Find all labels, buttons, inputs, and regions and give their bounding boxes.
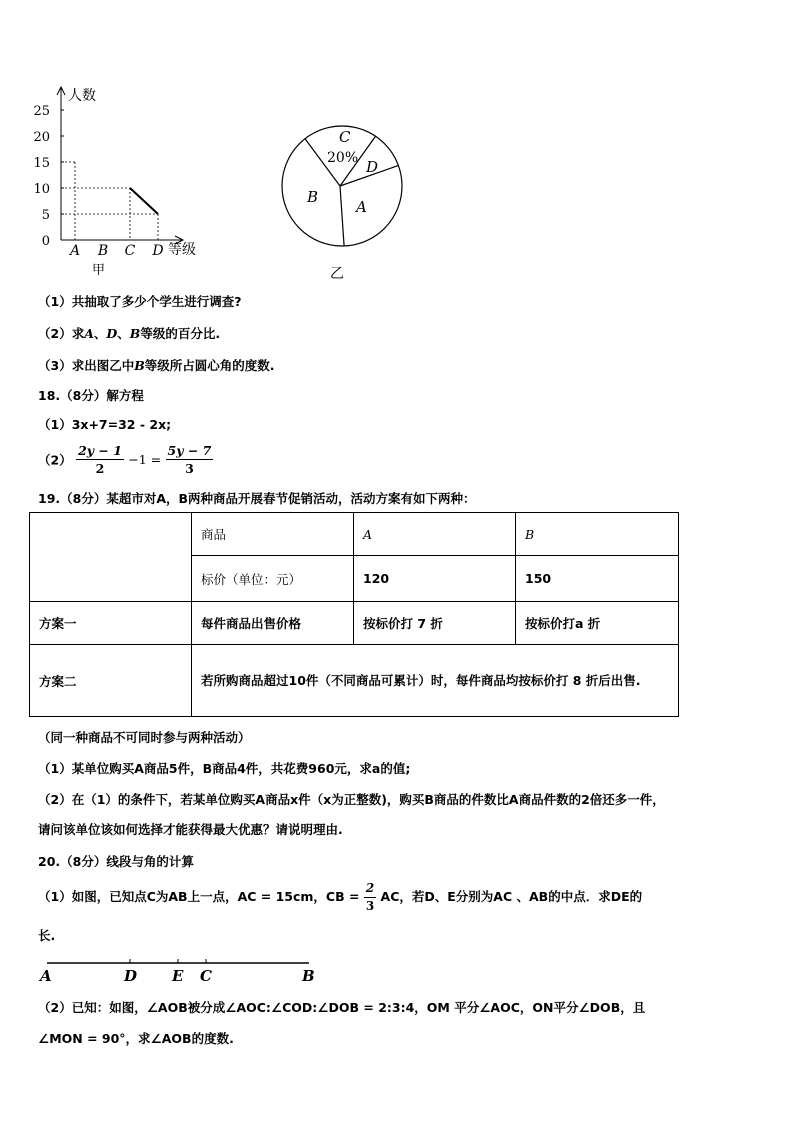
q19-part2: （2）在（1）的条件下，若某单位购买A商品x件（x为正整数)，购买B商品的件数比A商品件数的2倍还多一件，: [38, 792, 665, 807]
table-cell: 每件商品出售价格: [192, 602, 354, 645]
point-label: D: [124, 967, 138, 985]
fraction-two-thirds: $\frac{2}{3}$: [365, 881, 375, 913]
q19-note: （同一种商品不可同时参与两种活动）: [38, 730, 251, 745]
q20-part1: （1）如图，已知点C为AB上一点，AC = 15cm，CB = $\frac{2}{3}$ AC，若D、E分别为AC 、AB的中点．求DE的: [38, 881, 643, 913]
table-cell: 标价（单位：元）: [192, 556, 354, 602]
y-axis-label: 人数: [68, 88, 96, 104]
q17-part3: （3）求出图乙中B等级所占圆心角的度数.: [38, 358, 275, 373]
q20-heading: 20.（8分）线段与角的计算: [38, 854, 194, 869]
fraction-1: $\frac{2y - 1}{2}$: [78, 443, 122, 476]
table-cell: 120: [354, 556, 516, 602]
q18-part2: （2） $\frac{2y - 1}{2}$ −1 = $\frac{5y - 7}{3}$: [38, 443, 212, 476]
y-tick-label: 20: [33, 130, 50, 145]
q19-part2-cont: 请问该单位该如何选择才能获得最大优惠？请说明理由.: [38, 822, 343, 837]
q20-part2-cont: ∠MON = 90°，求∠AOB的度数.: [38, 1031, 234, 1046]
chart-yi: [270, 120, 420, 285]
segment-figure: [36, 955, 326, 987]
table-cell: B: [516, 513, 679, 556]
pie-label-d: D: [366, 158, 379, 176]
x-tick-label: D: [152, 243, 164, 259]
y-tick-label: 0: [41, 234, 50, 249]
y-tick-label: 10: [33, 182, 50, 197]
pie-divider-b: [340, 186, 344, 246]
table-corner-cell: [30, 513, 192, 602]
table-cell: 方案二: [30, 645, 192, 717]
q17-part2: （2）求A、D、B等级的百分比.: [38, 326, 221, 341]
table-cell: 方案一: [30, 602, 192, 645]
pie-label-b: B: [307, 188, 319, 206]
chart-jia: [30, 80, 230, 280]
x-tick-label: B: [97, 243, 109, 259]
chart-jia-caption: 甲: [92, 263, 106, 278]
q17-part1: （1）共抽取了多少个学生进行调查?: [38, 294, 242, 309]
y-tick-label: 25: [33, 104, 50, 119]
q20-part1-cont: 长.: [38, 928, 56, 943]
point-label: B: [302, 967, 315, 985]
pie-label-a: A: [356, 198, 367, 216]
table-cell: 按标价打a 折: [516, 602, 679, 645]
q19-part1: （1）某单位购买A商品5件，B商品4件，共花费960元，求a的值;: [38, 761, 411, 776]
promotion-table: [29, 512, 679, 717]
table-cell: 150: [516, 556, 679, 602]
pie-percent-c: 20%: [327, 150, 359, 166]
table-cell: A: [354, 513, 516, 556]
q19-heading: 19.（8分）某超市对A，B两种商品开展春节促销活动，活动方案有如下两种：: [38, 491, 476, 506]
x-axis-label: 等级: [168, 242, 196, 258]
data-line-c-d: [130, 188, 158, 214]
y-tick-label: 15: [33, 156, 50, 171]
q18-part1: （1）3x+7=32 - 2x;: [38, 417, 172, 432]
q18-heading: 18.（8分）解方程: [38, 388, 144, 403]
point-label: E: [172, 967, 184, 985]
point-label: A: [40, 967, 52, 985]
x-tick-label: A: [69, 243, 81, 259]
chart-yi-caption: 乙: [330, 266, 344, 282]
y-tick-label: 5: [41, 208, 50, 223]
q20-part2: （2）已知：如图，∠AOB被分成∠AOC:∠COD:∠DOB = 2:3:4，OM 平分∠AOC，ON平分∠DOB，且: [38, 1000, 646, 1015]
table-cell: 商品: [192, 513, 354, 556]
table-cell: 按标价打 7 折: [354, 602, 516, 645]
fraction-2: $\frac{5y - 7}{3}$: [167, 443, 212, 476]
pie-label-c: C: [339, 128, 351, 146]
point-label: C: [200, 967, 212, 985]
x-tick-label: C: [124, 243, 136, 259]
table-cell: 若所购商品超过10件（不同商品可累计）时，每件商品均按标价打 8 折后出售.: [192, 645, 679, 717]
